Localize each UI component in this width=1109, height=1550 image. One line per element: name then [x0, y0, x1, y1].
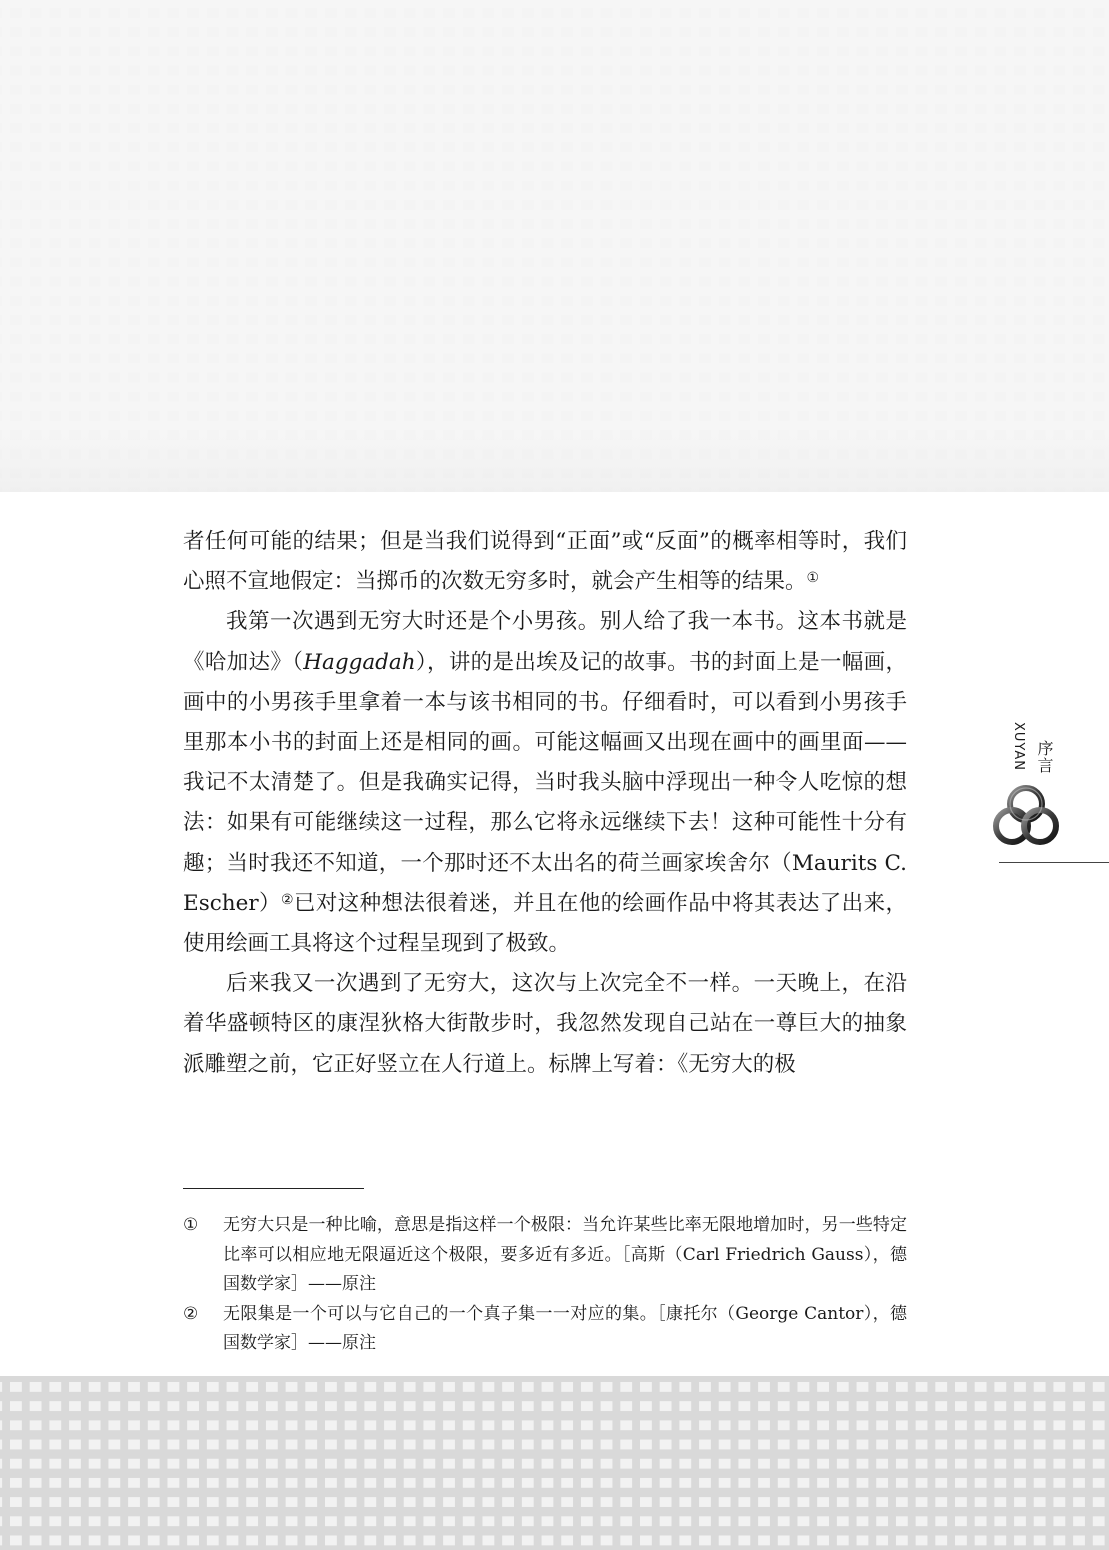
paragraph-1 [183, 522, 907, 602]
footnote-1 [183, 1211, 907, 1300]
footnote-rule [183, 1188, 364, 1189]
footnote-mark-1: ① [806, 570, 820, 587]
bottom-decorative-band [0, 1376, 1109, 1550]
footnotes [183, 1211, 907, 1359]
paragraph-2-text-a: 我第一次遇到无穷大时还是个小男孩。别人给了我一本书。这本书就是《哈加达》（ [183, 609, 907, 675]
chapter-pinyin: XUYAN [1011, 722, 1026, 771]
band-fade [0, 432, 1109, 492]
footnote-2-text: 无限集是一个可以与它自己的一个真子集一一对应的集。［康托尔（George Cantor），德国数学家］——原注 [223, 1303, 907, 1353]
footnote-2-mark: ② [183, 1303, 199, 1324]
footnote-mark-2: ② [280, 891, 294, 908]
trefoil-knot-icon [990, 782, 1062, 848]
square-pattern [0, 0, 1109, 492]
side-rule [999, 862, 1109, 863]
haggadah-title: Haggadah [303, 649, 416, 675]
footnote-1-mark: ① [183, 1215, 199, 1235]
body-text [183, 522, 907, 1085]
paragraph-3 [183, 964, 907, 1085]
paragraph-3-text: 后来我又一次遇到了无穷大，这次与上次完全不一样。一天晚上，在沿着华盛顿特区的康涅狄格大街散步时，我忽然发现自己站在一尊巨大的抽象派雕塑之前，它正好竖立在人行道上。标牌上写着：《无穷大的极 [183, 971, 907, 1077]
paragraph-2-text-b: ），讲的是出埃及记的故事。书的封面上是一幅画，画中的小男孩手里拿着一本与该书相同的书。仔细看时，可以看到小男孩手里那本小书的封面上还是相同的画。可能这幅画又出现在画中的画里面——我记不太清楚了。但是我确实记得，当时我头脑中浮现出一种令人吃惊的想法：如果有可能继续这一过程，那么它将永远继续下去！这种可能性十分有趣；当时我还不知道，一个那时还不太出名的荷兰画家埃舍尔（Maurits C. Escher） [183, 649, 907, 916]
paragraph-1-text: 者任何可能的结果；但是当我们说得到“正面”或“反面”的概率相等时，我们心照不宣地假定：当掷币的次数无穷多时，就会产生相等的结果。 [183, 529, 907, 595]
paragraph-2 [183, 602, 907, 964]
footnote-2 [183, 1300, 907, 1359]
footnote-1-text: 无穷大只是一种比喻，意思是指这样一个极限：当允许某些比率无限地增加时，另一些特定比率可以相应地无限逼近这个极限，要多近有多近。［高斯（Carl Friedrich Gauss），德国数学家］——原注 [223, 1215, 907, 1294]
paragraph-2-text-c: 已对这种想法很着迷，并且在他的绘画作品中将其表达了出来，使用绘画工具将这个过程呈现到了极致。 [183, 890, 907, 957]
square-pattern-bottom [0, 1376, 1109, 1550]
top-decorative-band [0, 0, 1109, 492]
chapter-title: 序言 [1035, 740, 1054, 774]
